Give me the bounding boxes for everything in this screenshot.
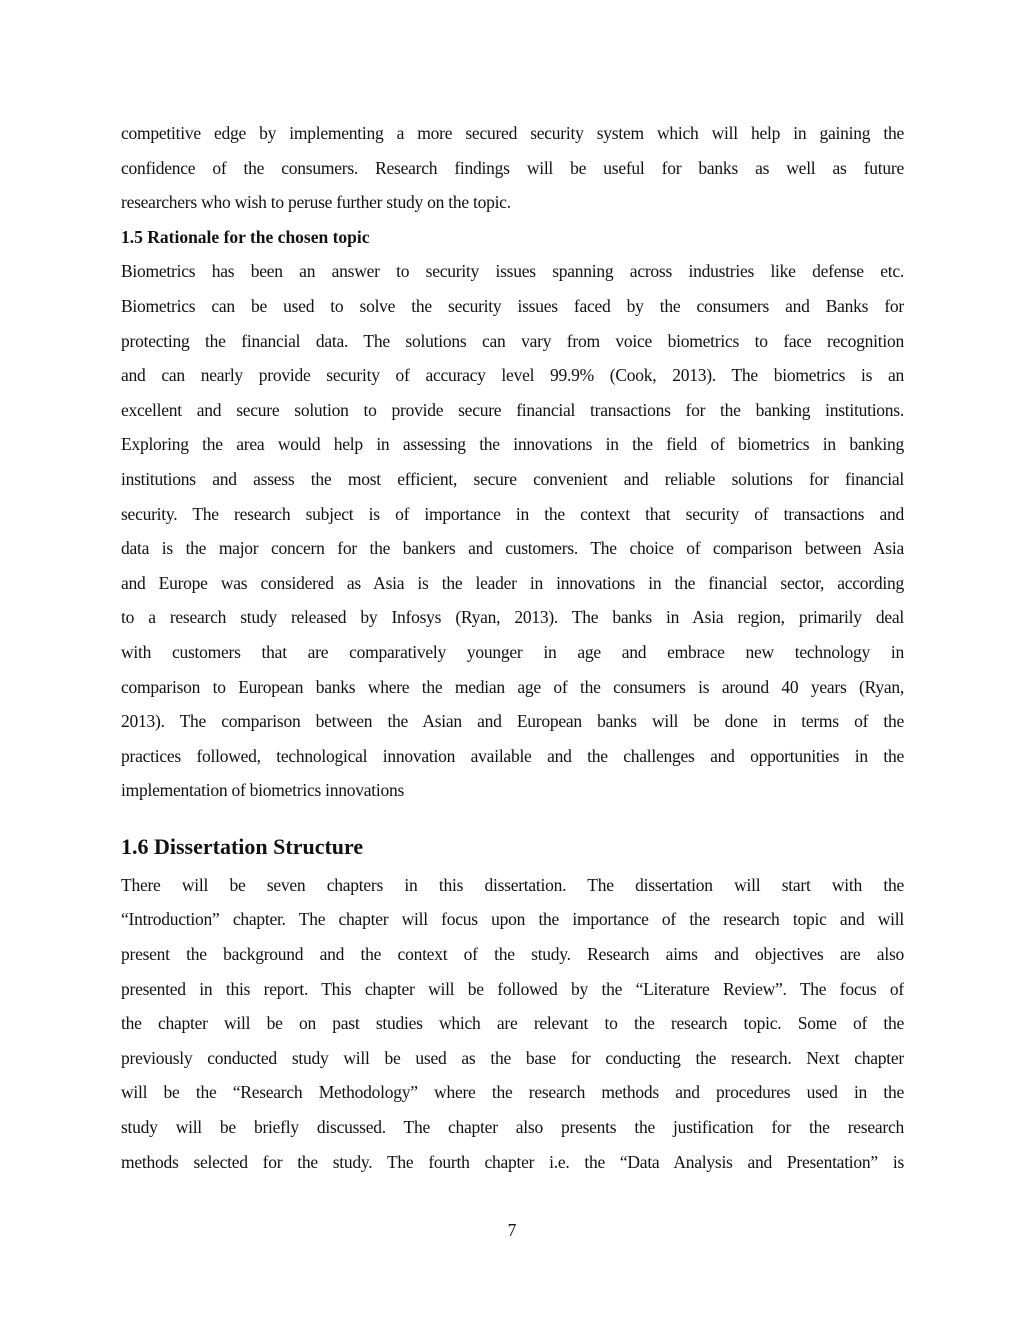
body-text-line: data is the major concern for the bankers and customers. The choice of comparison between Asia	[121, 538, 904, 559]
body-text-line: “Introduction” chapter. The chapter will focus upon the importance of the research topic and will	[121, 909, 904, 930]
body-text-line: the chapter will be on past studies which are relevant to the research topic. Some of the	[121, 1013, 904, 1034]
body-text-line: previously conducted study will be used as the base for conducting the research. Next chapter	[121, 1047, 904, 1068]
body-text-line: present the background and the context of the study. Research aims and objectives are also	[121, 944, 904, 965]
body-text-line: institutions and assess the most efficient, secure convenient and reliable solutions for financial	[121, 468, 904, 489]
body-text-line: with customers that are comparatively younger in age and embrace new technology in	[121, 641, 904, 662]
body-text-line: excellent and secure solution to provide secure financial transactions for the banking institutions.	[121, 399, 904, 420]
body-text-line: researchers who wish to peruse further study on the topic.	[121, 192, 511, 213]
rationale-paragraph	[121, 254, 904, 808]
body-text-line: protecting the financial data. The solutions can vary from voice biometrics to face recognition	[121, 330, 904, 351]
body-text-line: methods selected for the study. The fourth chapter i.e. the “Data Analysis and Presentation” is	[121, 1151, 904, 1172]
section-heading-dissertation-structure: 1.6 Dissertation Structure	[121, 833, 364, 859]
body-text-line: and can nearly provide security of accuracy level 99.9% (Cook, 2013). The biometrics is an	[121, 365, 904, 386]
page-number: 7	[507, 1220, 517, 1240]
body-text-line: presented in this report. This chapter will be followed by the “Literature Review”. The focus of	[121, 978, 904, 999]
section-heading-rationale: 1.5 Rationale for the chosen topic	[121, 226, 370, 247]
body-text-line: 2013). The comparison between the Asian and European banks will be done in terms of the	[121, 711, 904, 732]
body-text-line: competitive edge by implementing a more secured security system which will help in gaining the	[121, 123, 904, 143]
body-text-line: implementation of biometrics innovations	[121, 780, 405, 801]
body-text-line: confidence of the consumers. Research findings will be useful for banks as well as future	[121, 157, 904, 178]
page-content	[121, 116, 904, 1179]
body-text-line: study will be briefly discussed. The chapter also presents the justification for the research	[121, 1117, 904, 1138]
body-text-line: and Europe was considered as Asia is the leader in innovations in the financial sector, according	[121, 572, 904, 593]
body-text-line: comparison to European banks where the median age of the consumers is around 40 years (Ryan,	[121, 676, 904, 697]
intro-paragraph	[121, 116, 904, 220]
body-text-line: security. The research subject is of importance in the context that security of transactions and	[121, 503, 904, 524]
body-text-line: Biometrics can be used to solve the security issues faced by the consumers and Banks for	[121, 295, 904, 316]
body-text-line: There will be seven chapters in this dissertation. The dissertation will start with the	[121, 874, 904, 895]
body-text-line: Biometrics has been an answer to security issues spanning across industries like defense etc.	[121, 261, 904, 282]
body-text-line: to a research study released by Infosys (Ryan, 2013). The banks in Asia region, primarily deal	[121, 607, 904, 628]
body-text-line: practices followed, technological innovation available and the challenges and opportunities in the	[121, 745, 904, 766]
body-text-line: Exploring the area would help in assessing the innovations in the field of biometrics in banking	[121, 434, 904, 455]
body-text-line: will be the “Research Methodology” where the research methods and procedures used in the	[121, 1082, 904, 1103]
structure-paragraph	[121, 868, 904, 1179]
